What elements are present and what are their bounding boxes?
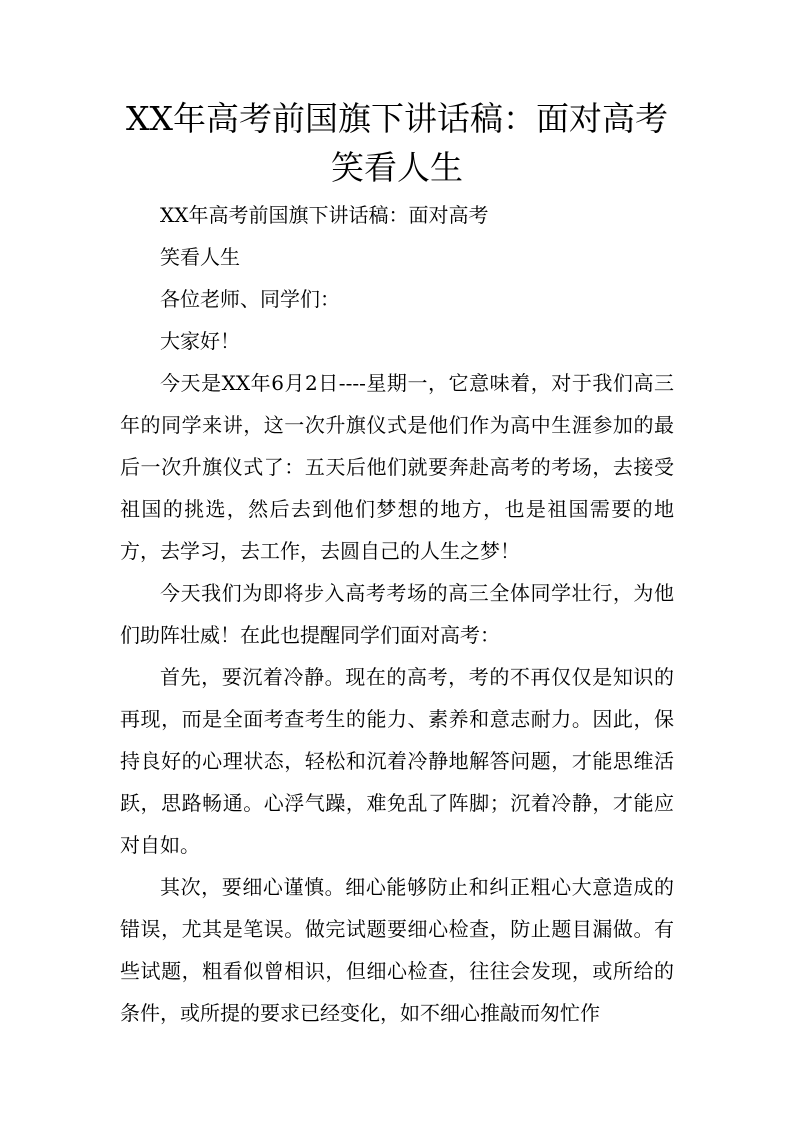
paragraph-first-point: 首先，要沉着冷静。现在的高考，考的不再仅仅是知识的再现，而是全面考查考生的能力、素养和意志耐力。因此，保持良好的心理状态，轻松和沉着冷静地解答问题，才能思维活跃，思路畅通。心浮气躁，难免乱了阵脚；沉着冷静，才能应对自如。 (120, 665, 674, 857)
title-line-1: XX年高考前国旗下讲话稿：面对高考 (126, 99, 668, 138)
title-line-2: 笑看人生 (331, 148, 463, 187)
paragraph-second-point: 其次，要细心谨慎。细心能够防止和纠正粗心大意造成的错误，尤其是笔误。做完试题要细心检查，防止题目漏做。有些试题，粗看似曾相识，但细心检查，往往会发现，或所给的条件，或所提的要求已经变化，如不细心推敲而匆忙作 (120, 875, 674, 1025)
document-title (100, 94, 694, 192)
paragraph-greeting: 大家好！ (160, 329, 240, 353)
document-body (120, 194, 674, 1034)
paragraph-send-off: 今天我们为即将步入高考考场的高三全体同学壮行，为他们助阵壮威！在此也提醒同学们面对高考： (120, 581, 674, 647)
paragraph-salutation: 各位老师、同学们： (160, 287, 340, 311)
paragraph-date-intro: 今天是XX年6月2日----星期一，它意味着，对于我们高三年的同学来讲，这一次升旗仪式是他们作为高中生涯参加的最后一次升旗仪式了：五天后他们就要奔赴高考的考场，去接受祖国的挑选，然后去到他们梦想的地方，也是祖国需要的地方，去学习，去工作，去圆自己的人生之梦！ (120, 371, 674, 563)
paragraph-subtitle-line-2: 笑看人生 (160, 245, 240, 269)
paragraph-subtitle-line-1: XX年高考前国旗下讲话稿：面对高考 (160, 203, 489, 227)
